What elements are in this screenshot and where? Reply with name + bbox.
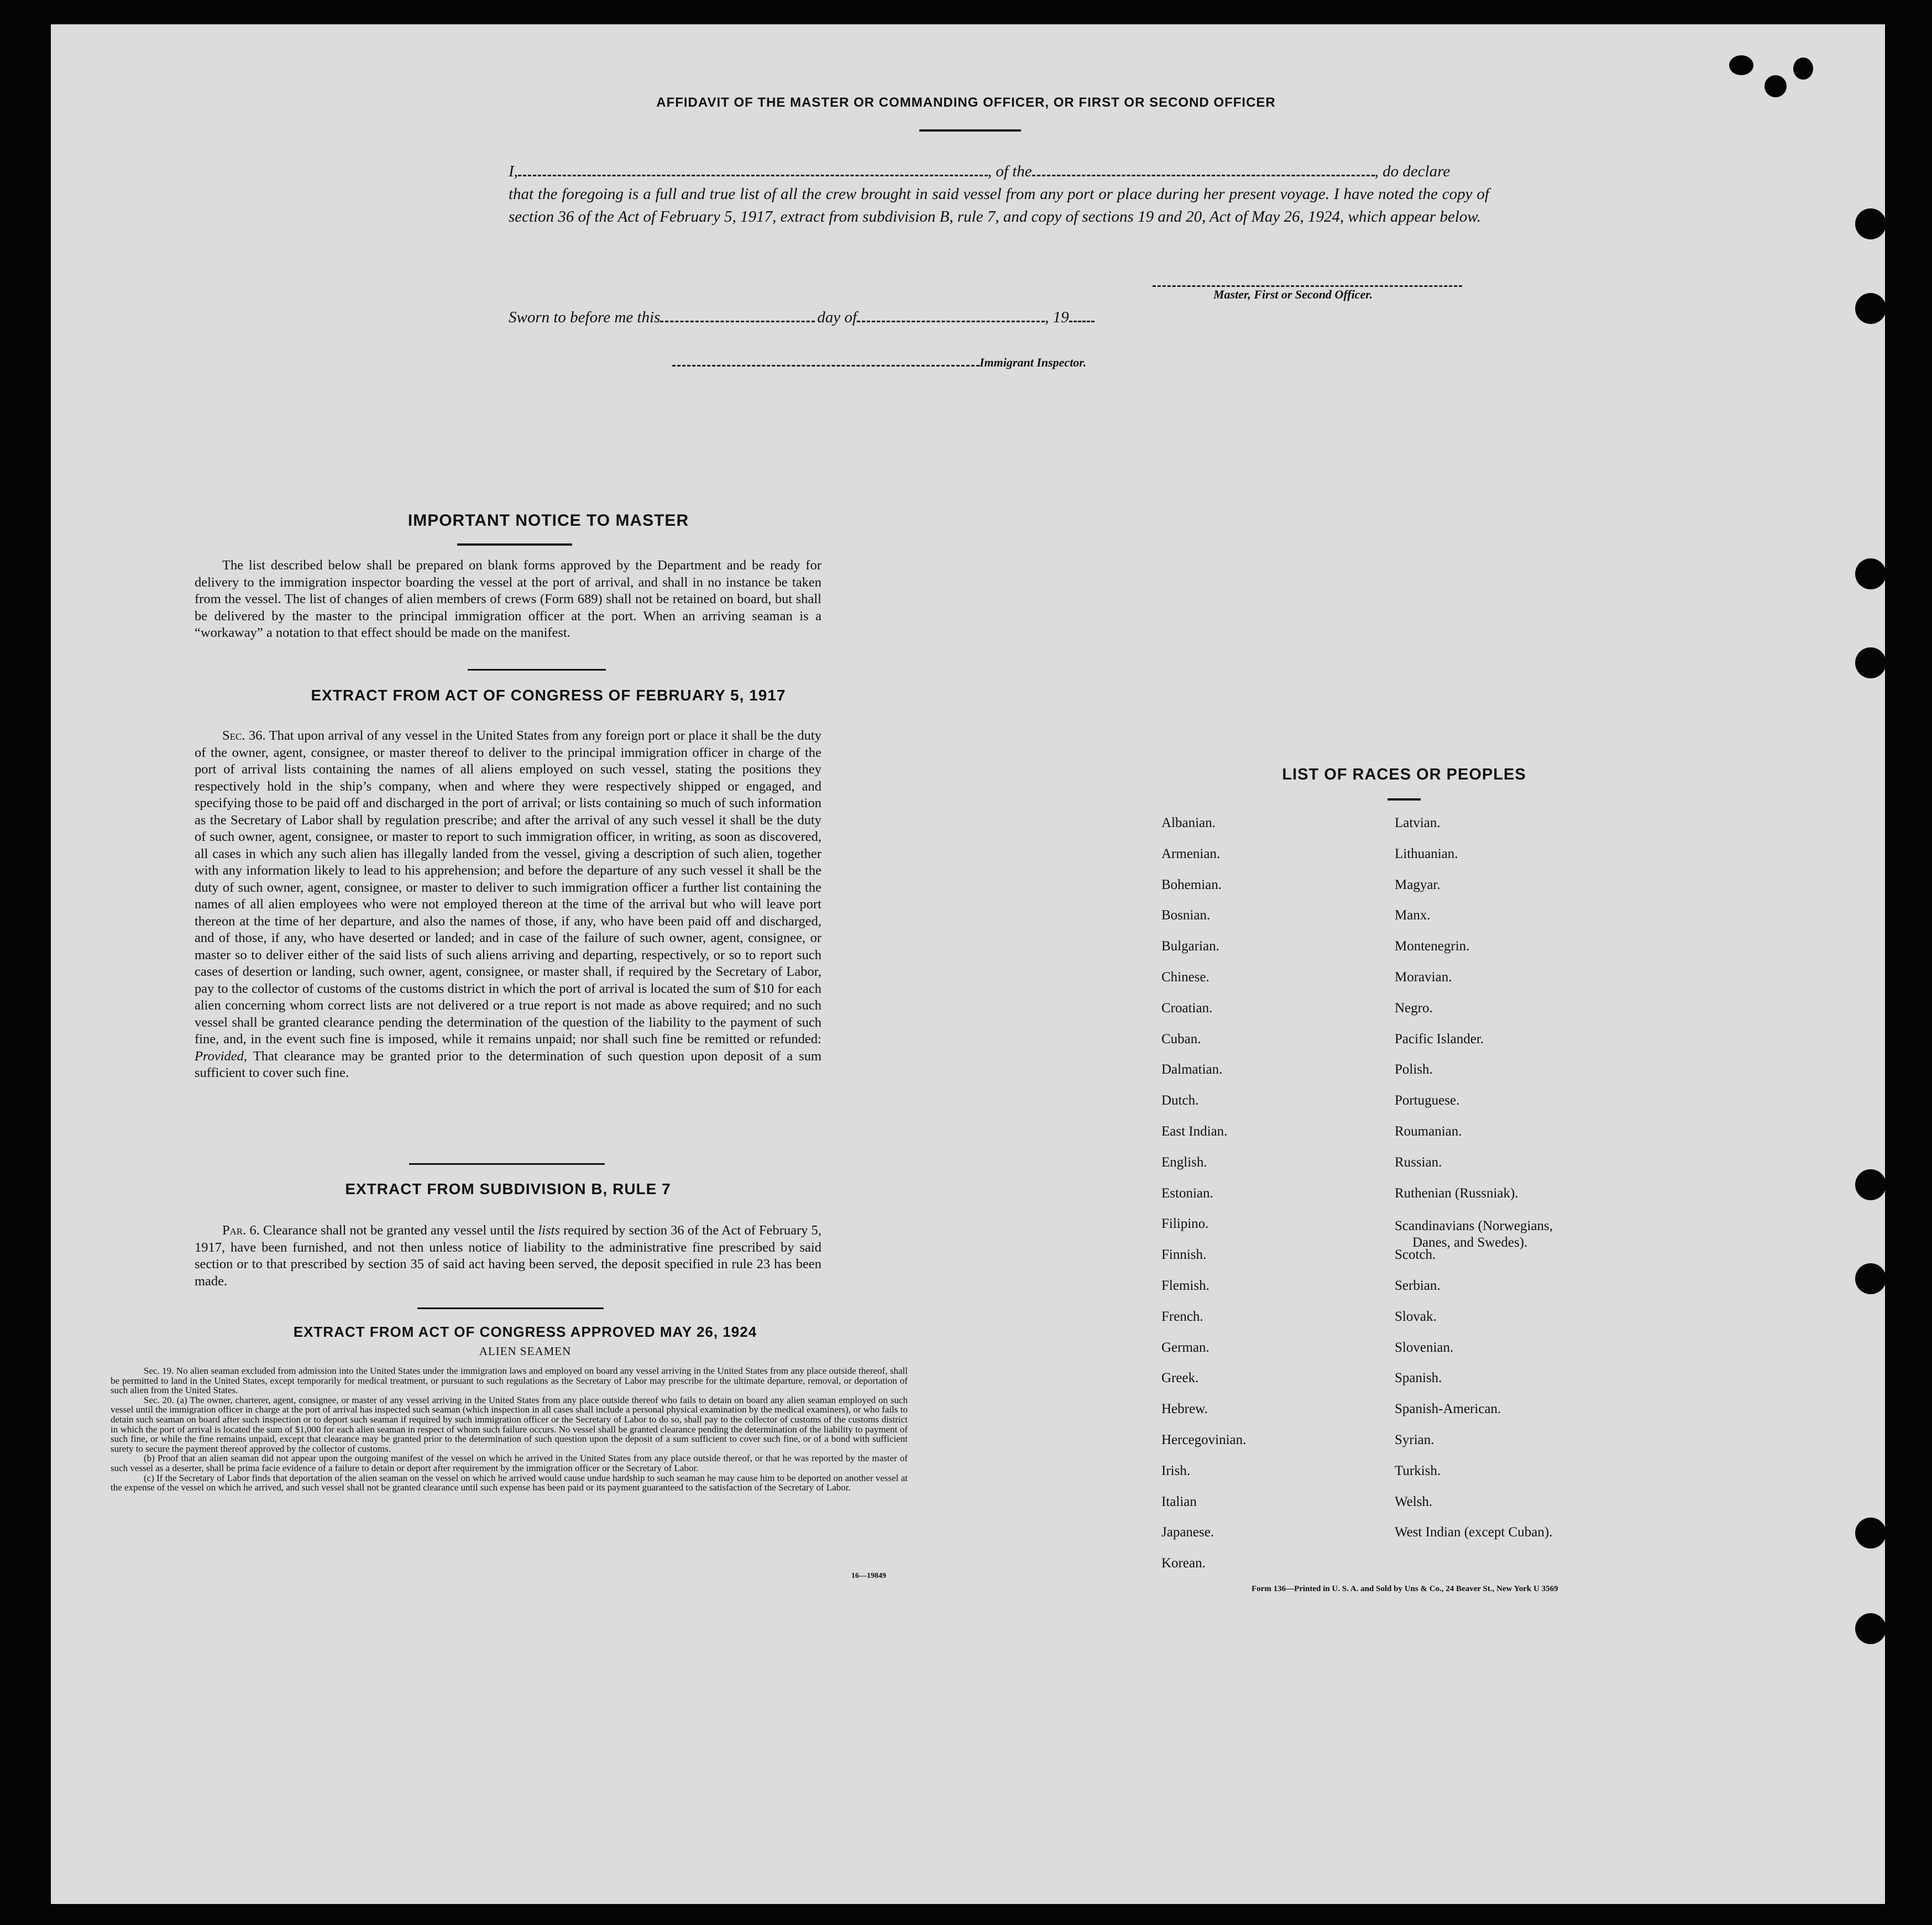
rule7-title: EXTRACT FROM SUBDIVISION B, RULE 7 <box>345 1180 671 1197</box>
binder-hole <box>1855 647 1886 678</box>
race-item: Turkish. <box>1395 1463 1441 1478</box>
master-signature-caption: Master, First or Second Officer. <box>1213 287 1373 301</box>
race-item: Armenian. <box>1161 846 1221 861</box>
race-item: Slovak. <box>1395 1309 1437 1324</box>
punch-mark <box>1729 55 1753 75</box>
punch-mark <box>1765 75 1787 97</box>
race-item: Spanish. <box>1395 1370 1442 1386</box>
binder-hole <box>1855 1169 1886 1200</box>
divider <box>409 1163 605 1165</box>
race-item: Dutch. <box>1161 1093 1199 1108</box>
race-item: Italian <box>1161 1494 1197 1509</box>
race-item: Estonian. <box>1161 1185 1213 1201</box>
rule7-text: Par. 6. Clearance shall not be granted any vessel until the lists required by section 36 of the Act of February 5, 1917, have been furnished, and not then unless notice of liability to the administrative fine prescribed by said section or to that prescribed by section 35 of said act having been served, the deposit specified in rule 23 has been made. <box>195 1223 822 1289</box>
race-item: Bosnian. <box>1161 908 1211 923</box>
act-1924-text: Sec. 19. No alien seaman excluded from admission into the United States under the immigration laws and employed on board any vessel arriving in the United States from any place outside thereof, shall be permitted to land in the United States, except temporarily for medical treatment, or pursuant to such regulations as the Secretary of Labor may prescribe for the ultimate departure, removal, or deportation of such alien from the United States. Sec. 20. (a) The owner, charterer, agent, consignee, or master of any vessel arriving in the United States from any place outside thereof who fails to detain on board any alien seaman employed on such vessel until the immigration officer in charge at the port of arrival has inspected such seaman (which inspection in all cases shall include a personal physical examination by the medical examiners), or who fails to detain such seaman on board after such inspection or to deport such seaman if required by such immigration officer or the Secretary of Labor to do so, shall pay to the collector of customs of the customs district in which the port of arrival is located the sum of $1,000 for each alien seaman in respect of whom such failure occurs. No vessel shall be granted clearance pending the determination of the liability to payment of such fine, or while the fine remains unpaid, except that clearance may be granted prior to the determination of such question upon the deposit of a sum sufficient to cover such fine, or of a bond with sufficient surety to secure the payment thereof approved by the collector of customs. (b) Proof that an alien seaman did not appear upon the outgoing manifest of the vessel on which he arrived in the United States from any place outside thereof, or that he was reported by the master of such vessel as a deserter, shall be prima facie evidence of a failure to detain or deport after requirement by the immigration officer or the Secretary of Labor. (c) If the Secretary of Labor finds that deportation of the alien seaman on the vessel on which he arrived would cause undue hardship to such seaman he may cause him to be deported on another vessel at the expense of the vessel on which he arrived, and such vessel shall not be granted clearance until such expense has been paid or its payment guaranteed to the satisfaction of the Secretary of Labor. <box>111 1366 908 1493</box>
notice-text: The list described below shall be prepared on blank forms approved by the Department and be ready for delivery to the immigration inspector boarding the vessel at the port of arrival, and shall in no instance be taken from the vessel. The list of changes of alien members of crews (Form 689) shall not be retained on board, but shall be delivered by the master to the principal immigration officer at the port. When an arriving seaman is a “workaway” a notation to that effect should be made on the manifest. <box>195 558 821 640</box>
affidavit-declaration <box>509 160 1489 228</box>
race-item: Welsh. <box>1395 1494 1433 1509</box>
race-item: Cuban. <box>1161 1031 1201 1047</box>
form-footer: Form 136—Printed in U. S. A. and Sold by Uns & Co., 24 Beaver St., New York U 3569 <box>1252 1584 1558 1593</box>
divider <box>417 1307 604 1309</box>
race-item: Filipino. <box>1161 1216 1209 1232</box>
act-1924-title: EXTRACT FROM ACT OF CONGRESS APPROVED MAY 26, 1924 <box>293 1324 757 1340</box>
race-item: Manx. <box>1395 908 1431 923</box>
sworn-year-field[interactable] <box>1069 310 1095 322</box>
race-item: Pacific Islander. <box>1395 1031 1484 1047</box>
binder-hole <box>1855 1518 1886 1549</box>
race-item: Negro. <box>1395 1000 1433 1016</box>
race-item: Chinese. <box>1161 970 1210 985</box>
notice-title: IMPORTANT NOTICE TO MASTER <box>407 511 689 530</box>
race-item: Spanish-American. <box>1395 1401 1501 1417</box>
race-item: Lithuanian. <box>1395 846 1458 861</box>
name-field[interactable] <box>518 164 988 176</box>
act-1917-title: EXTRACT FROM ACT OF CONGRESS OF FEBRUARY 5, 1917 <box>311 687 786 704</box>
inspector-line: Immigrant Inspector. <box>672 354 1086 370</box>
divider <box>457 543 572 546</box>
race-item: Albanian. <box>1161 815 1216 830</box>
act-1917-text: Sec. 36. That upon arrival of any vessel in the United States from any foreign port or place it shall be the duty of the owner, agent, consignee, or master thereof to deliver to the principal immigration officer in charge of the port of arrival lists containing the names of all aliens employed on such vessel, stating the positions they respectively hold in the ship’s company, when and where they were respectively shipped or engaged, and specifying those to be paid off and discharged in the port of arrival; or lists containing so much of such information as the Secretary of Labor shall by regulation prescribe; and after the arrival of any such vessel it shall be the duty of such owner, agent, consignee, or master to report to such immigration officer, in writing, as soon as discovered, all cases in which any such alien has illegally landed from the vessel, giving a description of such alien, together with any information likely to lead to his apprehension; and before the departure of any such vessel it shall be the duty of such owner, agent, consignee, or master to deliver to such immigration officer a further list containing the names of all alien employees who were not employed thereon at the time of the arrival but who will leave port thereon at the time of her departure, and also the names of those, if any, who have been paid off and discharged, and of those, if any, who have deserted or landed; and in case of the failure of such owner, agent, consignee, or master so to deliver either of the said lists of such aliens arriving and departing, respectively, or so to report such cases of desertion or landing, such owner, agent, consignee, or master shall, if required by the Secretary of Labor, pay to the collector of customs of the customs district in which the port of arrival is located the sum of $10 for each alien concerning whom correct lists are not delivered or a true report is not made as above required; and no such vessel shall be granted clearance pending the determination of the question of the liability to the payment of such fine, and, in the event such fine is imposed, while it remains unpaid; nor shall such fine be remitted or refunded: Provided, That clearance may be granted prior to the determination of such question upon deposit of a sum sufficient to cover such fine. <box>195 728 822 1080</box>
sworn-day-field[interactable] <box>660 310 815 322</box>
race-item: Polish. <box>1395 1062 1433 1077</box>
race-item: Serbian. <box>1395 1278 1441 1293</box>
race-item: Slovenian. <box>1395 1340 1454 1355</box>
race-item: Bulgarian. <box>1161 939 1219 954</box>
races-title: LIST OF RACES OR PEOPLES <box>1282 766 1526 783</box>
race-item: Greek. <box>1161 1370 1199 1386</box>
race-item: East Indian. <box>1161 1124 1228 1139</box>
race-item: Hercegovinian. <box>1161 1432 1247 1447</box>
race-item: Montenegrin. <box>1395 939 1470 954</box>
race-item: Bohemian. <box>1161 877 1222 892</box>
binder-hole <box>1855 293 1886 324</box>
race-item: Roumanian. <box>1395 1124 1462 1139</box>
sworn-line: Sworn to before me this day of , 19 <box>509 308 1095 327</box>
race-item: Danes, and Swedes). <box>1412 1235 1528 1251</box>
race-item: Ruthenian (Russniak). <box>1395 1185 1519 1201</box>
race-item: English. <box>1161 1154 1207 1170</box>
race-item: Scandinavians (Norwegians, <box>1395 1218 1553 1234</box>
race-item: Japanese. <box>1161 1525 1214 1540</box>
punch-mark <box>1793 57 1813 80</box>
affidavit-title: AFFIDAVIT OF THE MASTER OR COMMANDING OFFICER, OR FIRST OR SECOND OFFICER <box>656 95 1276 110</box>
race-item: Croatian. <box>1161 1000 1213 1016</box>
binder-hole <box>1855 558 1886 589</box>
vessel-field[interactable] <box>1032 164 1375 176</box>
divider <box>919 129 1021 132</box>
race-item: Hebrew. <box>1161 1401 1208 1417</box>
race-item: Dalmatian. <box>1161 1062 1223 1077</box>
race-item: Finnish. <box>1161 1247 1207 1263</box>
races-title-rule <box>1388 798 1421 801</box>
race-item: Irish. <box>1161 1463 1191 1478</box>
race-item: West Indian (except Cuban). <box>1395 1525 1553 1540</box>
binder-hole <box>1855 1263 1886 1294</box>
race-item: Moravian. <box>1395 970 1452 985</box>
race-item: French. <box>1161 1309 1203 1324</box>
binder-hole <box>1855 208 1886 239</box>
race-item: Russian. <box>1395 1154 1442 1170</box>
race-item: Latvian. <box>1395 815 1441 830</box>
declaration-first-line: I, , of the , do declare <box>509 163 1451 180</box>
divider <box>468 669 606 671</box>
binder-hole <box>1855 1613 1886 1644</box>
race-item: Flemish. <box>1161 1278 1210 1293</box>
act-1924-subtitle: ALIEN SEAMEN <box>479 1345 572 1358</box>
sworn-month-field[interactable] <box>857 310 1045 322</box>
inspector-signature-field[interactable] <box>672 354 980 367</box>
race-item: German. <box>1161 1340 1210 1355</box>
race-item: Portuguese. <box>1395 1093 1460 1108</box>
race-item: Syrian. <box>1395 1432 1434 1447</box>
race-item: Scotch. <box>1395 1247 1436 1263</box>
declaration-text: that the foregoing is a full and true list of all the crew brought in said vessel from any port or place during her present voyage. I have noted the copy of section 36 of the Act of February 5, 1917, extract from subdivision B, rule 7, and copy of sections 19 and 20, Act of May 26, 1924, which appear below. <box>509 185 1489 226</box>
master-signature-field[interactable] <box>1153 274 1462 287</box>
race-item: Korean. <box>1161 1556 1206 1571</box>
print-code: 16—19849 <box>851 1572 886 1580</box>
race-item: Magyar. <box>1395 877 1441 892</box>
